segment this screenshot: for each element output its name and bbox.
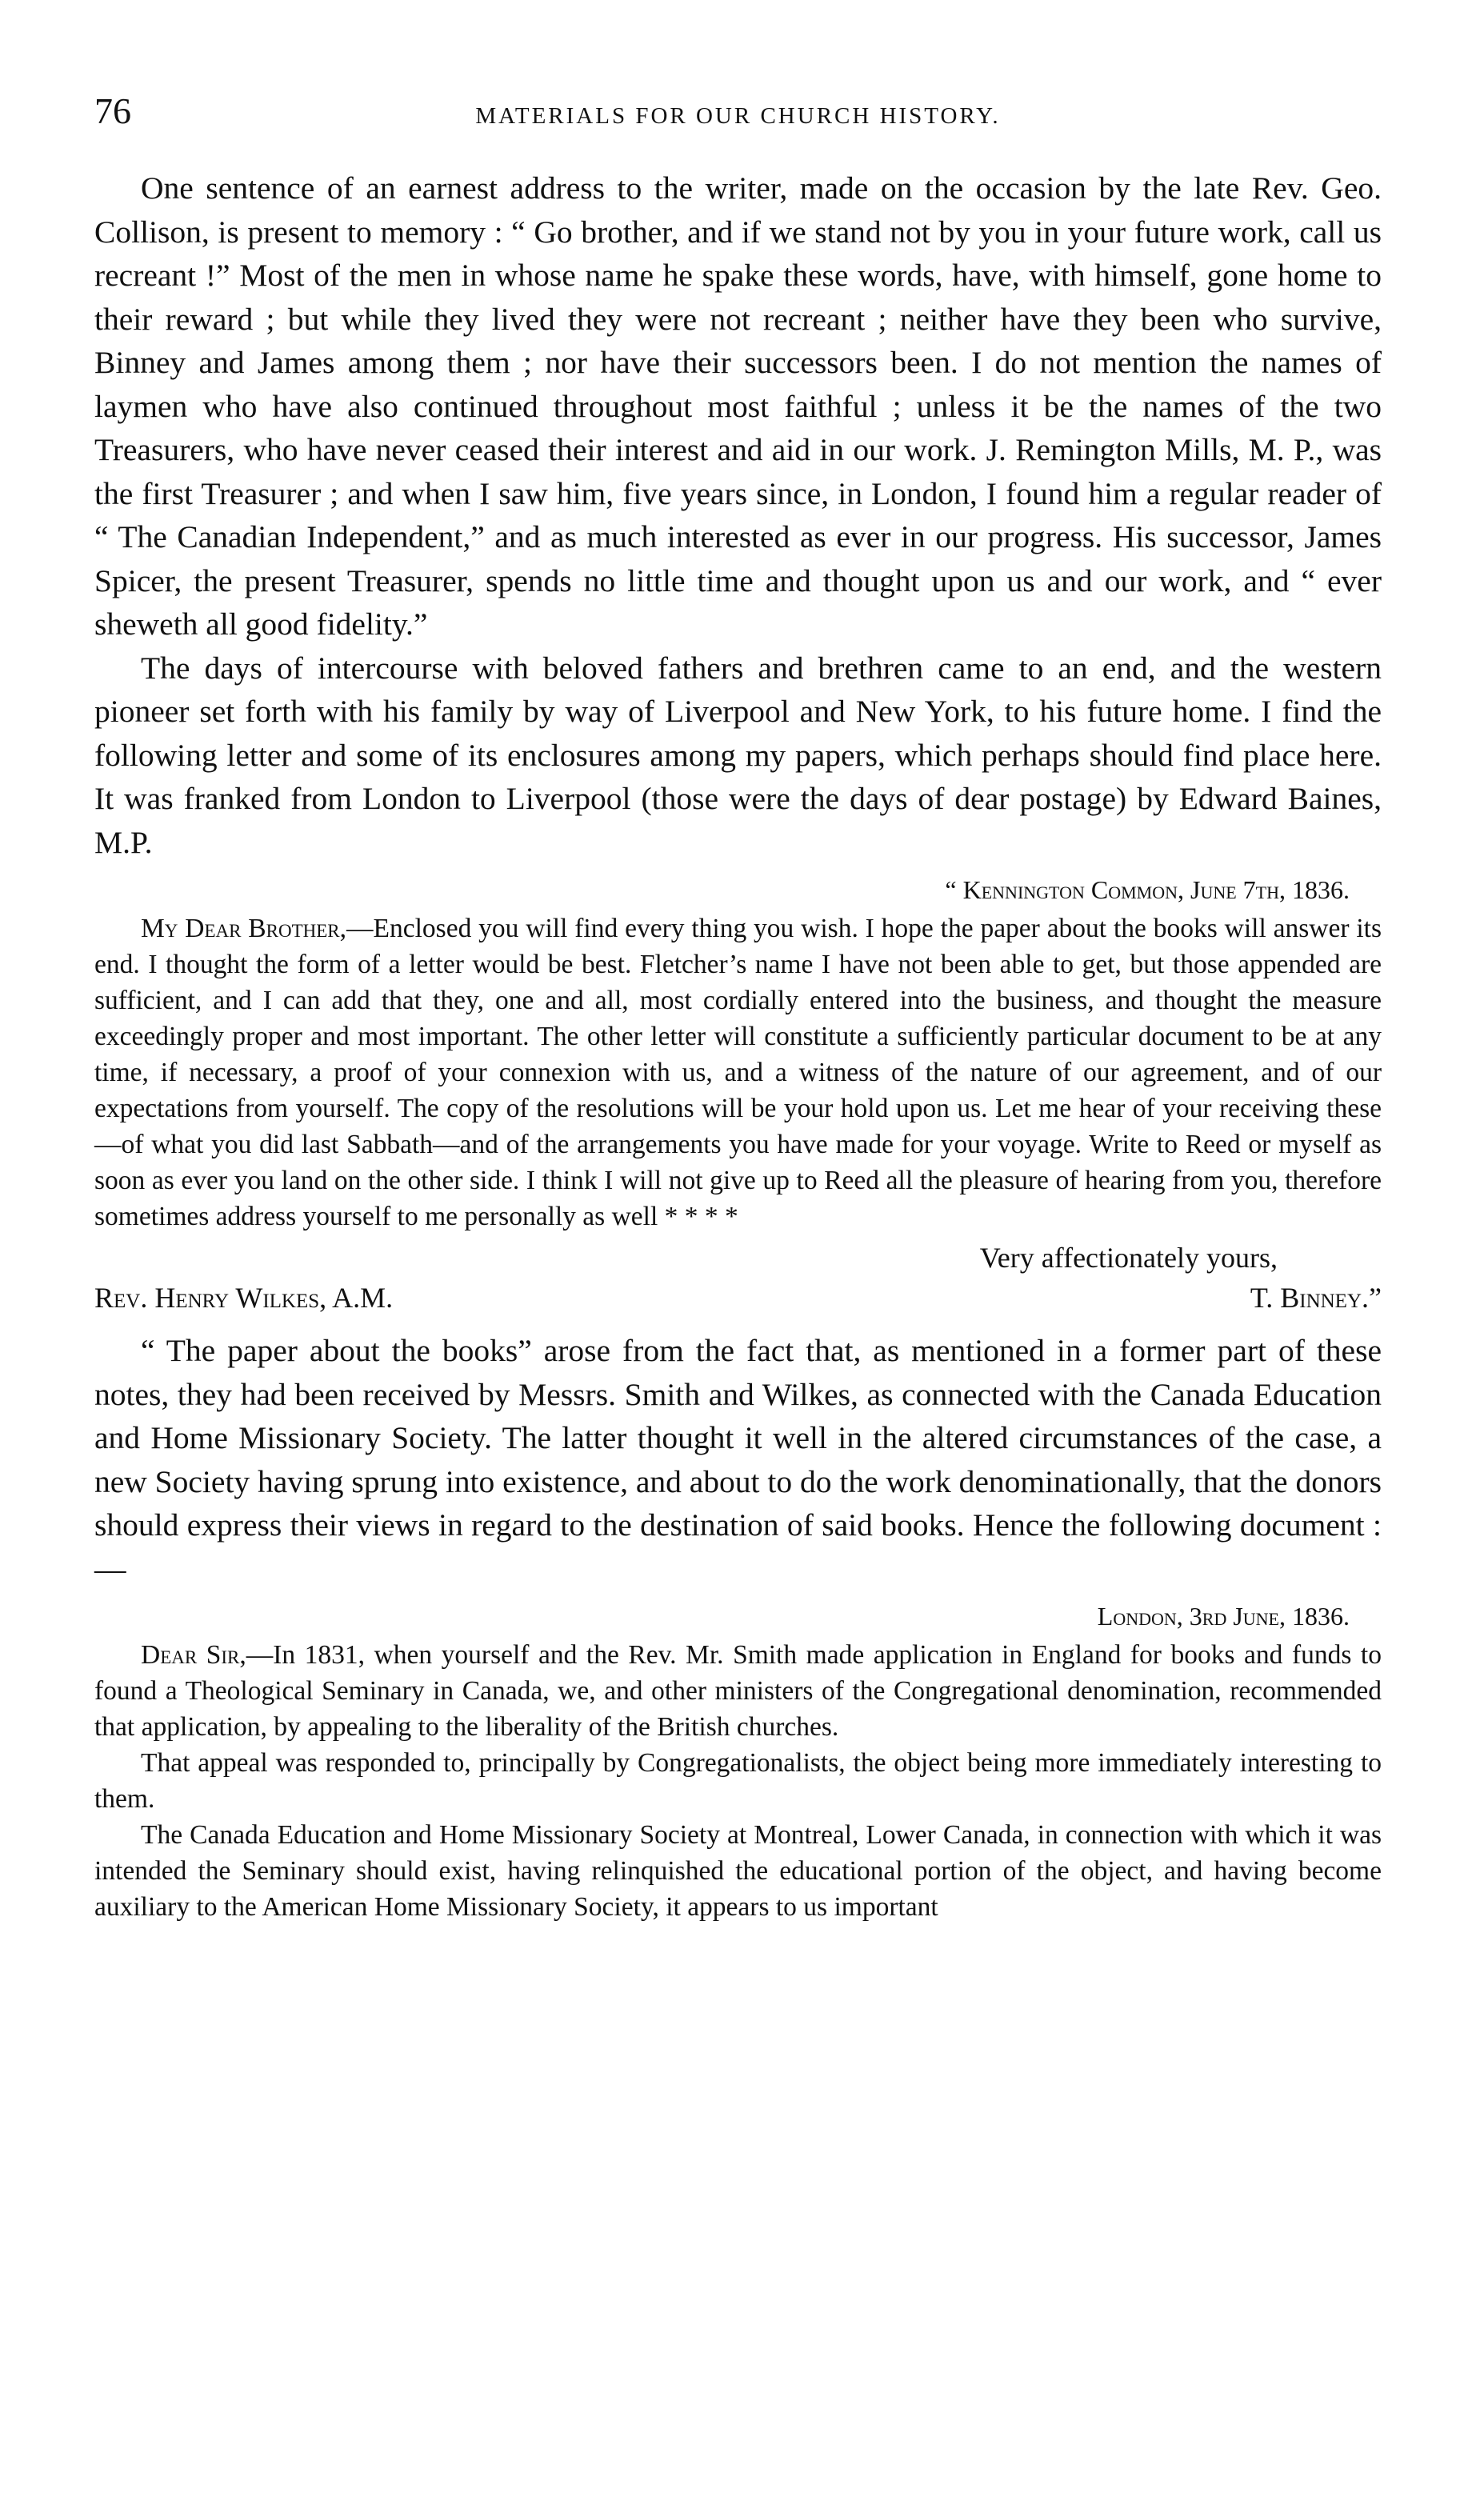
letter-dateline: “ Kennington Common, June 7th, 1836. [945,875,1350,904]
running-head: MATERIALS FOR OUR CHURCH HISTORY. [475,103,1001,129]
letter-body [94,910,1382,1234]
paragraph-collison-address: One sentence of an earnest address to the writer, made on the occasion by the late Rev. Geo. Collison, is present to memory : “ Go brother, and if we stand not by you in your future work, call us recreant !” Most of the men in whose name he spake these words, have, with himself, gone home to their reward ; but while they lived they were not recreant ; neither have they been who survive, Binney and James among them ; nor have their successors been. I do not mention the names of laymen who have also continued throughout most faithful ; unless it be the names of the two Treasurers, who have never ceased their interest and aid in our work. J. Remington Mills, M. P., was the first Treasurer ; and when I saw him, five years since, in London, I found him a regular reader of “ The Canadian Independent,” and as much interested as ever in our progress. His successor, James Spicer, the present Treasurer, spends no little time and thought upon us and our work, and “ ever sheweth all good fidelity.” [94,170,1382,642]
letter-binney [94,869,1382,1318]
letter-closing: Very affectionately yours, [979,1242,1278,1274]
document-text-1: —In 1831, when yourself and the Rev. Mr. Smith made application in England for books and funds to found a Theological Seminary in Canada, we, and other ministers of the Congregational denomination, recommended that application, by appealing to the liberality of the British churches. [94,1640,1382,1742]
paragraph-departure: The days of intercourse with beloved fathers and brethren came to an end, and the western pioneer set forth with his family by way of Liverpool and New York, to his future home. I find the following letter and some of its enclosures among my papers, which perhaps should find place here. It was franked from London to Liverpool (those were the days of dear postage) by Edward Baines, M.P. [94,650,1382,860]
letter-recipient: Rev. Henry Wilkes, A.M. [94,1282,394,1314]
letter-signature-row [94,1278,1382,1318]
paragraph-books-paper: “ The paper about the books” arose from the fact that, as mentioned in a former part of these notes, they had been received by Messrs. Smith and Wilkes, as connected with the Canada Education and Home Missionary Society. The latter thought it well in the altered circumstances of the case, a new Society having sprung into existence, and about to do the work denominationally, that the donors should express their views in regard to the destination of said books. Hence the following document :— [94,1333,1382,1587]
document-dateline: London, 3rd June, 1836. [1097,1602,1350,1631]
page-number: 76 [94,90,131,131]
document-paragraph-2: That appeal was responded to, principally by Congregationalists, the object being more immediately interesting to them. [94,1748,1382,1814]
document-paragraph-3: The Canada Education and Home Missionary Society at Montreal, Lower Canada, in connection with which it was intended the Seminary should exist, having relinquished the educational portion of the object, and having become auxiliary to the American Home Missionary Society, it appears to us important [94,1820,1382,1922]
page-header [94,90,1382,139]
letter-salutation: My Dear Brother, [141,914,347,943]
letter-signature: T. Binney.” [1250,1282,1382,1314]
document-salutation: Dear Sir, [141,1640,246,1670]
letter-document [94,1595,1382,1925]
document-paragraph-1 [94,1637,1382,1745]
letter-text: —Enclosed you will find every thing you wish. I hope the paper about the books will answer its end. I thought the form of a letter would be best. Fletcher’s name I have not been able to get, but those appended are sufficient, and I can add that they, one and all, most cordially entered into the business, and thought the measure exceedingly proper and most important. The other letter will constitute a sufficiently particular document to be at any time, if necessary, a proof of your connexion with us, and a witness of the nature of our agreement, and of our expectations from yourself. The copy of the resolutions will be your hold upon us. Let me hear of your receiving these—of what you did last Sabbath—and of the arrangements you have made for your voyage. Write to Reed or myself as soon as ever you land on the other side. I think I will not give up to Reed all the pleasure of hearing from you, therefore sometimes address yourself to me personally as well * * * * [94,914,1382,1231]
